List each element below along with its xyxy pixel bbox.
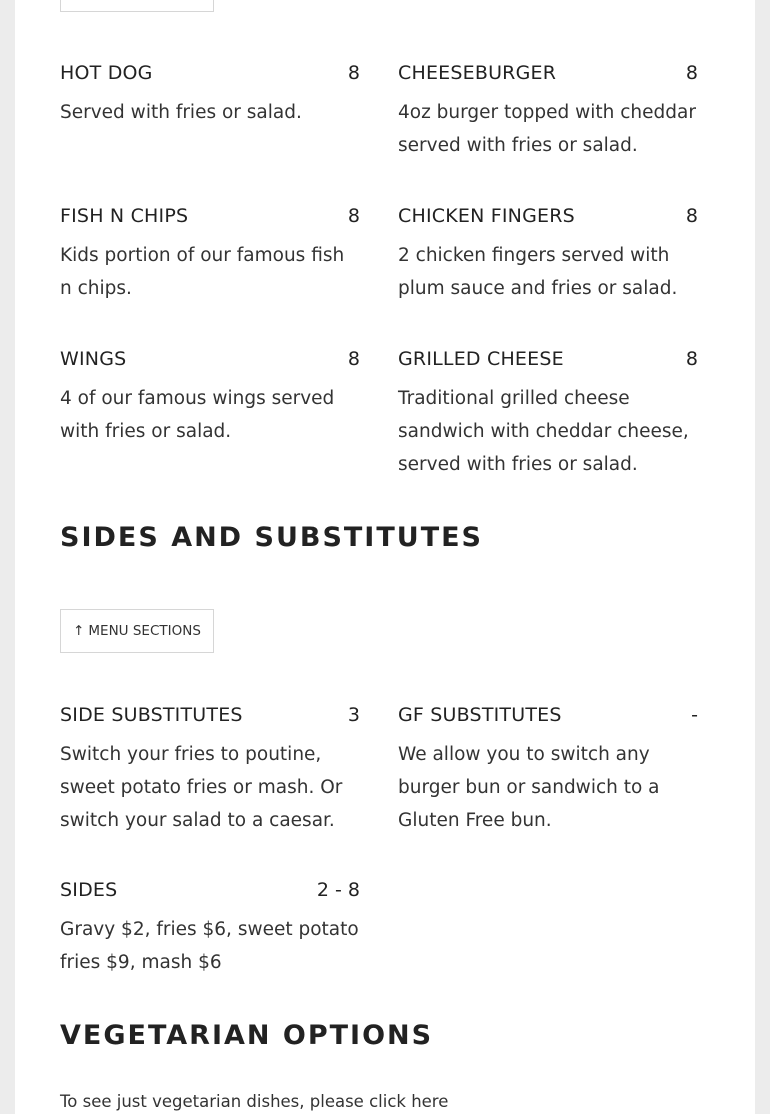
menu-item-side-substitutes [60, 704, 360, 837]
item-price: 8 [685, 205, 698, 227]
item-price: 8 [685, 62, 698, 84]
item-name: GF SUBSTITUTES [398, 704, 562, 726]
item-price: 8 [347, 205, 360, 227]
item-price: 8 [347, 62, 360, 84]
item-name: HOT DOG [60, 62, 153, 84]
menu-sections-button[interactable] [60, 609, 214, 653]
item-description: 4 of our famous wings served with fries or salad. [60, 388, 335, 442]
section-title-sides: SIDES AND SUBSTITUTES [60, 522, 484, 553]
menu-sections-button-top[interactable] [60, 0, 214, 12]
item-description: 4oz burger topped with cheddar served with fries or salad. [398, 102, 696, 156]
menu-item-gf-substitutes [398, 704, 698, 837]
menu-item-chicken-fingers [398, 205, 698, 305]
vegetarian-link[interactable]: click here [369, 1092, 449, 1111]
item-name: WINGS [60, 348, 127, 370]
item-description: 2 chicken fingers served with plum sauce and fries or salad. [398, 245, 678, 299]
menu-item-fish-n-chips [60, 205, 360, 305]
menu-item-wings [60, 348, 360, 448]
menu-page [15, 0, 755, 1114]
item-name: GRILLED CHEESE [398, 348, 564, 370]
menu-item-hot-dog [60, 62, 360, 129]
item-name: SIDES [60, 879, 118, 901]
item-price: 3 [347, 704, 360, 726]
menu-item-grilled-cheese [398, 348, 698, 481]
vegetarian-note-text: To see just vegetarian dishes, please [60, 1092, 370, 1111]
item-name: CHEESEBURGER [398, 62, 557, 84]
item-description: We allow you to switch any burger bun or sandwich to a Gluten Free bun. [398, 744, 660, 831]
arrow-up-icon: ↑ [73, 623, 85, 639]
item-description: Kids portion of our famous fish n chips. [60, 245, 345, 299]
item-price: 8 [347, 348, 360, 370]
menu-item-sides [60, 879, 360, 979]
item-description: Switch your fries to poutine, sweet potato fries or mash. Or switch your salad to a caesar. [60, 744, 343, 831]
item-price: - [691, 704, 698, 726]
item-name: SIDE SUBSTITUTES [60, 704, 243, 726]
item-price: 8 [685, 348, 698, 370]
item-description: Served with fries or salad. [60, 102, 302, 123]
item-description: Gravy $2, fries $6, sweet potato fries $9, mash $6 [60, 919, 359, 973]
item-name: FISH N CHIPS [60, 205, 189, 227]
menu-sections-label: MENU SECTIONS [88, 623, 201, 639]
vegetarian-note [60, 1092, 448, 1111]
section-title-vegetarian: VEGETARIAN OPTIONS [60, 1020, 434, 1051]
item-name: CHICKEN FINGERS [398, 205, 575, 227]
item-description: Traditional grilled cheese sandwich with cheddar cheese, served with fries or salad. [398, 388, 689, 475]
menu-item-cheeseburger [398, 62, 698, 162]
item-price: 2 - 8 [316, 879, 360, 901]
